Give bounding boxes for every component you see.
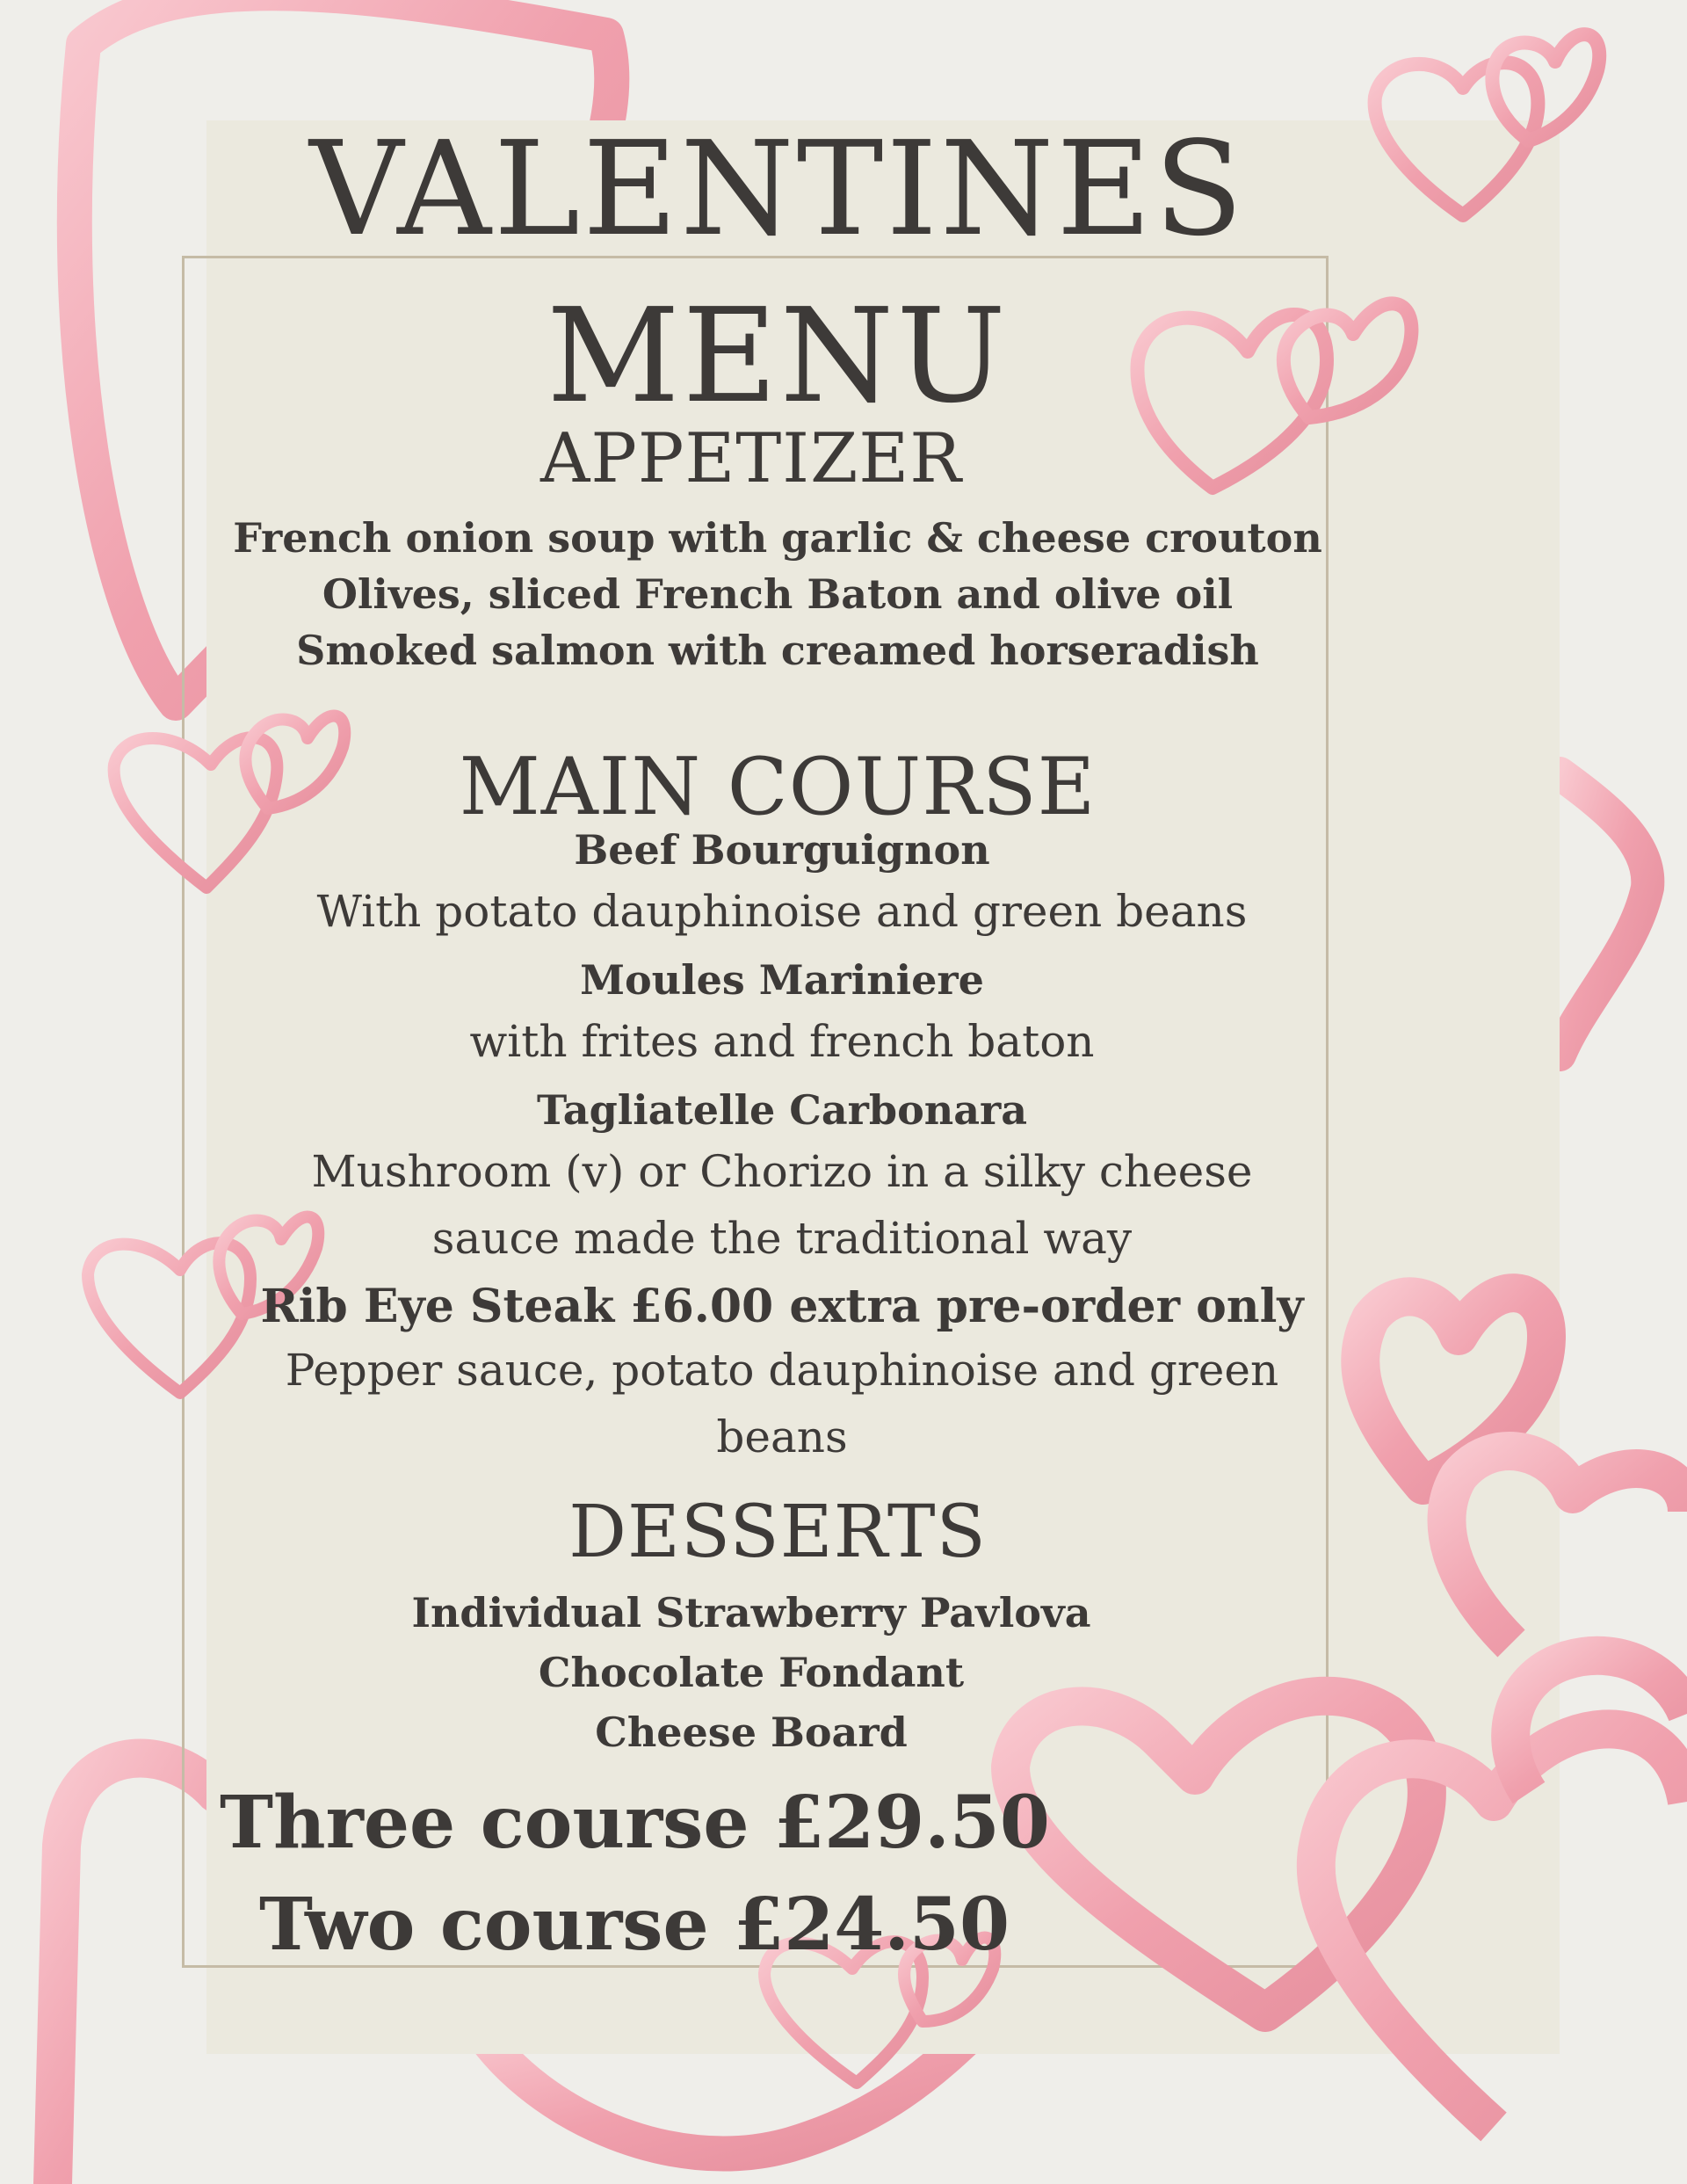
dish-description: Pepper sauce, potato dauphinoise and green — [285, 1345, 1279, 1396]
price-two-course: Two course £24.50 — [259, 1883, 1010, 1967]
menu-title-line2: MENU — [547, 280, 1009, 432]
dish-name: Beef Bourguignon — [574, 826, 990, 874]
dish-description: Mushroom (v) or Chorizo in a silky cheese — [311, 1146, 1253, 1197]
dish-name: Rib Eye Steak £6.00 extra pre-order only — [260, 1280, 1304, 1333]
dish-description: with frites and french baton — [469, 1016, 1095, 1067]
appetizer-list — [228, 513, 1327, 675]
dish-description: With potato dauphinoise and green beans — [316, 886, 1248, 937]
desserts-heading: DESSERTS — [568, 1491, 987, 1574]
dish-description: beans — [716, 1411, 848, 1462]
list-item: Olives, sliced French Baton and olive oil — [322, 570, 1234, 618]
price-three-course: Three course £29.50 — [220, 1781, 1050, 1865]
list-item: Individual Strawberry Pavlova — [411, 1589, 1091, 1636]
list-item: Cheese Board — [595, 1709, 908, 1756]
list-item: Chocolate Fondant — [538, 1649, 965, 1696]
dish-name: Tagliatelle Carbonara — [536, 1086, 1028, 1134]
main-course-heading: MAIN COURSE — [459, 741, 1097, 833]
desserts-list — [228, 1588, 1274, 1757]
dish-name: Moules Mariniere — [580, 956, 984, 1004]
list-item: French onion soup with garlic & cheese crouton — [233, 514, 1322, 562]
main-course-list — [211, 825, 1353, 1463]
appetizer-heading: APPETIZER — [540, 419, 962, 498]
list-item: Smoked salmon with creamed horseradish — [296, 627, 1259, 674]
dish-description: sauce made the traditional way — [431, 1213, 1133, 1264]
menu-title-line1: VALENTINES — [309, 113, 1246, 265]
